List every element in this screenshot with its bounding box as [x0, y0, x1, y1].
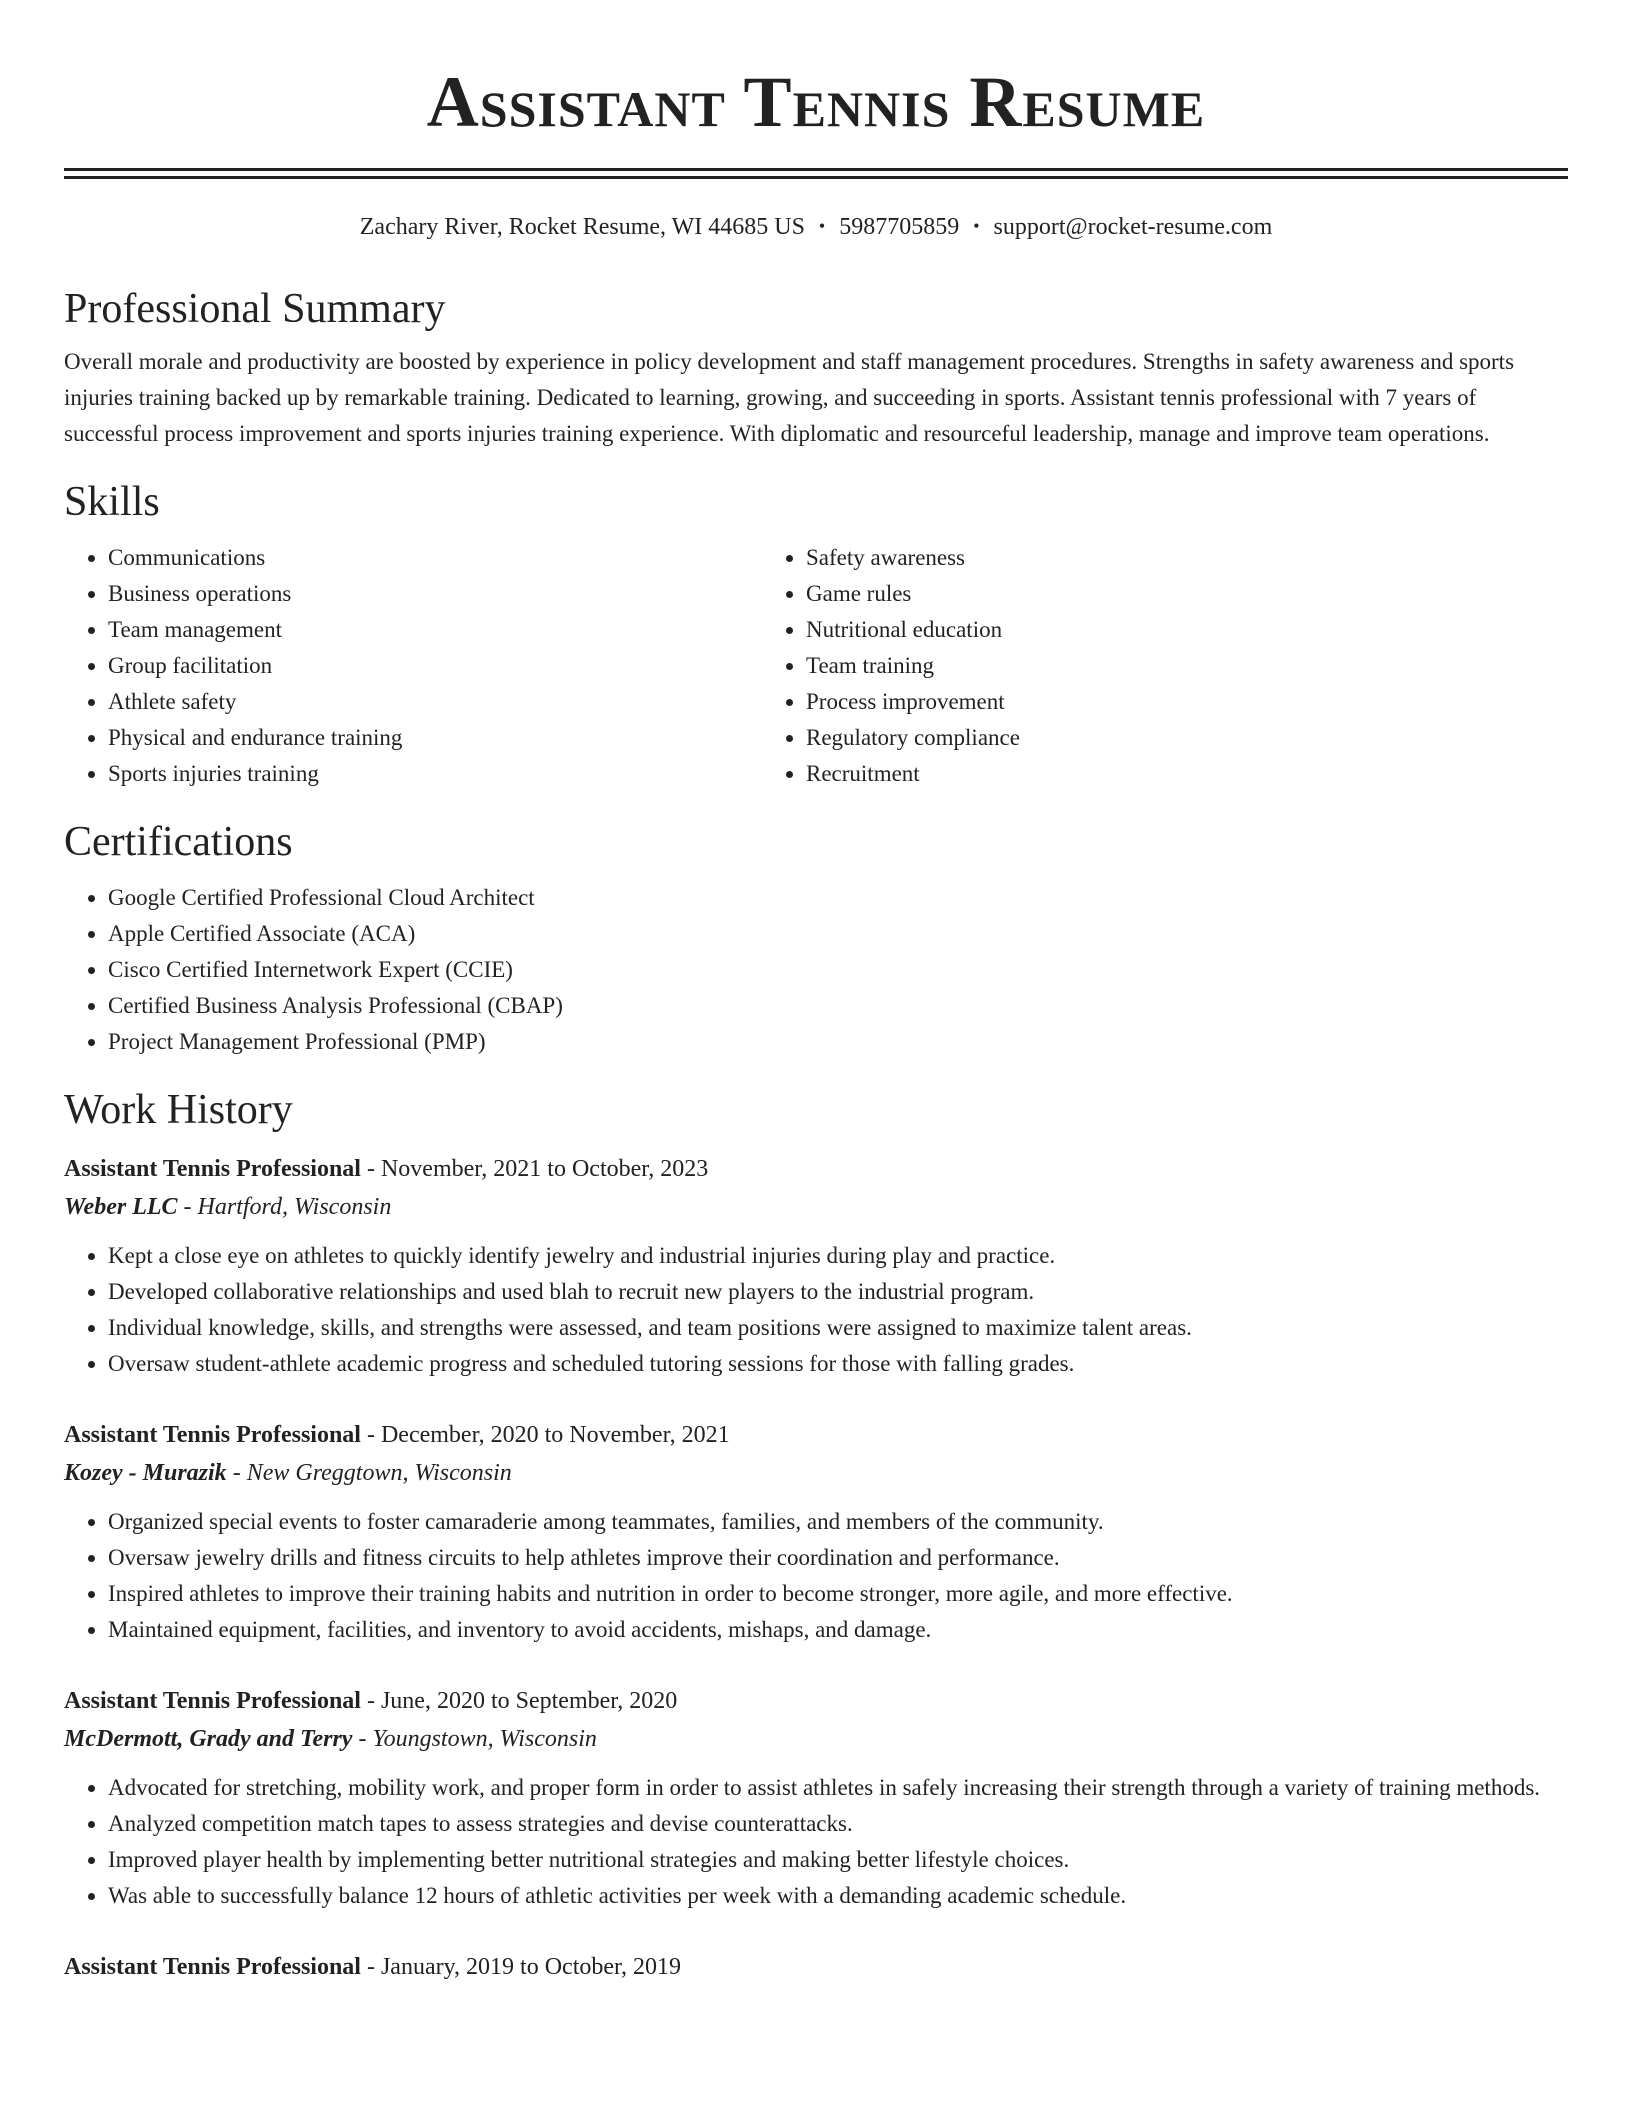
- contact-separator: •: [818, 216, 826, 236]
- certification-item: • Certified Business Analysis Professional (CBAP): [108, 988, 1568, 1024]
- summary-section: [64, 284, 1568, 452]
- skill-item: • Team management: [108, 612, 762, 648]
- job-bullet: • Improved player health by implementing better nutritional strategies and making better lifestyle choices.: [108, 1842, 1568, 1878]
- job-entry: [64, 1150, 1568, 1382]
- job-dates: January, 2019 to October, 2019: [380, 1954, 682, 1980]
- skill-item: • Regulatory compliance: [806, 720, 1460, 756]
- resume-title: Assistant Tennis Resume: [426, 62, 1206, 142]
- job-location: Youngstown, Wisconsin: [372, 1726, 597, 1752]
- title-rule-bottom: [64, 176, 1568, 179]
- certifications-section: [64, 817, 1568, 1060]
- certification-item: • Apple Certified Associate (ACA): [108, 916, 1568, 952]
- work-history-heading: Work History: [64, 1087, 293, 1133]
- job-dates: December, 2020 to November, 2021: [380, 1422, 730, 1448]
- job-entry: [64, 1682, 1568, 1914]
- job-bullet: • Developed collaborative relationships and used blah to recruit new players to the industrial program.: [108, 1274, 1568, 1310]
- job-bullet: • Was able to successfully balance 12 hours of athletic activities per week with a demanding academic schedule.: [108, 1878, 1568, 1914]
- skill-item: • Business operations: [108, 576, 762, 612]
- job-entry: [64, 1948, 1568, 1986]
- job-company-line: McDermott, Grady and Terry - Youngstown, Wisconsin: [64, 1726, 597, 1752]
- job-header: Assistant Tennis Professional - December, 2020 to November, 2021: [64, 1422, 730, 1448]
- skill-item: • Process improvement: [806, 684, 1460, 720]
- skill-item: • Physical and endurance training: [108, 720, 762, 756]
- skill-item: • Group facilitation: [108, 648, 762, 684]
- job-header: Assistant Tennis Professional - November, 2021 to October, 2023: [64, 1156, 709, 1182]
- job-entry: [64, 1416, 1568, 1648]
- contact-phone: 5987705859: [839, 214, 960, 240]
- job-bullets: [64, 1770, 1568, 1914]
- skills-columns: [64, 540, 1568, 792]
- skill-item: • Nutritional education: [806, 612, 1460, 648]
- contact-separator: •: [973, 216, 980, 236]
- job-bullets: [64, 1504, 1568, 1648]
- job-header: Assistant Tennis Professional - January, 2019 to October, 2019: [64, 1954, 682, 1980]
- skill-item: • Communications: [108, 540, 762, 576]
- job-title: Assistant Tennis Professional: [64, 1156, 361, 1182]
- job-company-line: Weber LLC - Hartford, Wisconsin: [64, 1194, 392, 1220]
- job-company-line: Kozey - Murazik - New Greggtown, Wisconsin: [64, 1460, 512, 1486]
- work-history-section: [64, 1085, 1568, 1986]
- job-dates: November, 2021 to October, 2023: [380, 1156, 709, 1182]
- skills-list-left: [64, 540, 762, 792]
- title-rule-top: [64, 168, 1568, 171]
- job-bullet: • Maintained equipment, facilities, and inventory to avoid accidents, mishaps, and damage.: [108, 1612, 1568, 1648]
- certification-item: • Project Management Professional (PMP): [108, 1024, 1568, 1060]
- certification-item: • Cisco Certified Internetwork Expert (CCIE): [108, 952, 1568, 988]
- job-bullet: • Advocated for stretching, mobility work, and proper form in order to assist athletes in safely increasing their strength through a variety of training methods.: [108, 1770, 1568, 1806]
- summary-text: Overall morale and productivity are boosted by experience in policy development and staff management procedures. Strengths in safety awareness and sports injuries training backed up by remarkable training. Dedicated to learning, growing, and succeeding in sports. Assistant tennis professional with 7 years of successful process improvement and sports injuries training experience. With diplomatic and resourceful leadership, manage and improve team operations.: [64, 349, 1515, 446]
- skills-section: [64, 477, 1568, 792]
- job-bullet: • Oversaw student-athlete academic progress and scheduled tutoring sessions for those with falling grades.: [108, 1346, 1568, 1382]
- job-location: Hartford, Wisconsin: [197, 1194, 392, 1220]
- skills-list-right: [762, 540, 1460, 792]
- resume-page: [64, 0, 1568, 1986]
- skill-item: • Recruitment: [806, 756, 1460, 792]
- job-company: Kozey - Murazik: [64, 1460, 227, 1486]
- skill-item: • Athlete safety: [108, 684, 762, 720]
- certifications-list: [64, 880, 1568, 1060]
- job-company: Weber LLC: [64, 1194, 178, 1220]
- job-bullet: • Organized special events to foster camaraderie among teammates, families, and members of the community.: [108, 1504, 1568, 1540]
- job-bullet: • Individual knowledge, skills, and strengths were assessed, and team positions were assigned to maximize talent areas.: [108, 1310, 1568, 1346]
- contact-email: support@rocket-resume.com: [993, 214, 1273, 240]
- job-bullets: [64, 1238, 1568, 1382]
- job-bullet: • Analyzed competition match tapes to assess strategies and devise counterattacks.: [108, 1806, 1568, 1842]
- contact-address: Zachary River, Rocket Resume, WI 44685 US: [359, 214, 805, 240]
- job-dates: June, 2020 to September, 2020: [380, 1688, 678, 1714]
- job-title: Assistant Tennis Professional: [64, 1688, 361, 1714]
- skills-heading: Skills: [64, 479, 160, 525]
- job-bullet: • Inspired athletes to improve their training habits and nutrition in order to become stronger, more agile, and more effective.: [108, 1576, 1568, 1612]
- certification-item: • Google Certified Professional Cloud Architect: [108, 880, 1568, 916]
- skill-item: • Sports injuries training: [108, 756, 762, 792]
- summary-heading: Professional Summary: [64, 286, 446, 332]
- skill-item: • Game rules: [806, 576, 1460, 612]
- job-company: McDermott, Grady and Terry: [64, 1726, 353, 1752]
- job-bullet: • Oversaw jewelry drills and fitness circuits to help athletes improve their coordination and performance.: [108, 1540, 1568, 1576]
- job-title: Assistant Tennis Professional: [64, 1422, 361, 1448]
- job-location: New Greggtown, Wisconsin: [246, 1460, 512, 1486]
- skill-item: • Safety awareness: [806, 540, 1460, 576]
- certifications-heading: Certifications: [64, 819, 293, 865]
- skill-item: • Team training: [806, 648, 1460, 684]
- contact-line: [64, 211, 1568, 242]
- job-header: Assistant Tennis Professional - June, 2020 to September, 2020: [64, 1688, 678, 1714]
- job-title: Assistant Tennis Professional: [64, 1954, 361, 1980]
- job-bullet: • Kept a close eye on athletes to quickly identify jewelry and industrial injuries during play and practice.: [108, 1238, 1568, 1274]
